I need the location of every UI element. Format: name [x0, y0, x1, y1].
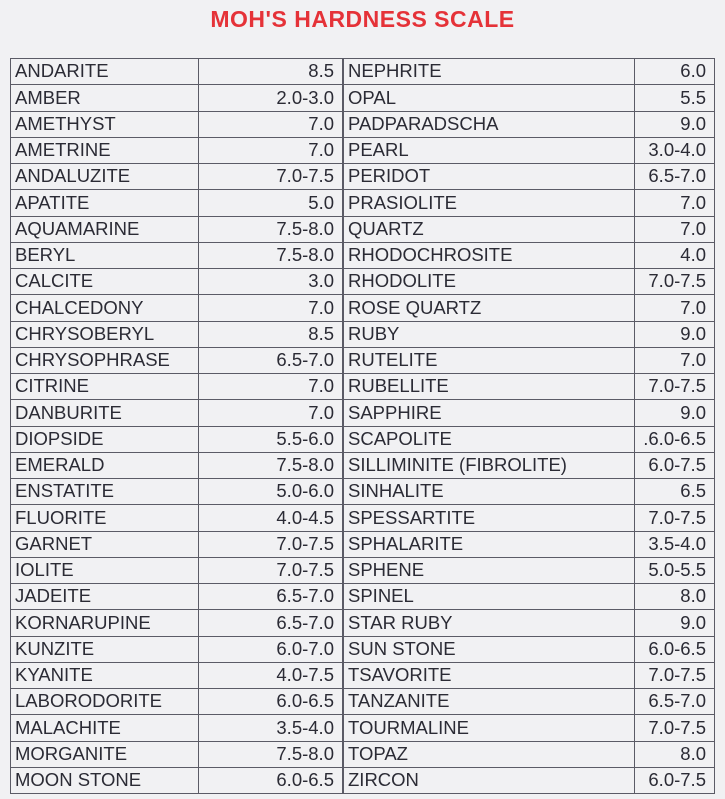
hardness-value: 7.0	[635, 347, 715, 373]
hardness-value: 6.5-7.0	[199, 610, 343, 636]
gem-name: AMETHYST	[11, 111, 199, 137]
table-row	[344, 636, 715, 662]
gem-name: SAPPHIRE	[344, 400, 635, 426]
gem-name: KYANITE	[11, 662, 199, 688]
gem-name: CHRYSOBERYL	[11, 321, 199, 347]
gem-name: JADEITE	[11, 584, 199, 610]
hardness-value: 5.5-6.0	[199, 426, 343, 452]
table-row	[11, 321, 343, 347]
table-row	[11, 452, 343, 478]
table-row	[11, 479, 343, 505]
gem-name: TSAVORITE	[344, 662, 635, 688]
gem-name: CALCITE	[11, 269, 199, 295]
gem-name: CITRINE	[11, 374, 199, 400]
table-row	[11, 426, 343, 452]
hardness-value: 7.0-7.5	[635, 374, 715, 400]
hardness-value: 9.0	[635, 111, 715, 137]
gem-name: LABORODORITE	[11, 689, 199, 715]
table-row	[344, 400, 715, 426]
hardness-value: 6.0-7.0	[199, 636, 343, 662]
table-row	[11, 689, 343, 715]
page-title: MOH'S HARDNESS SCALE	[210, 6, 515, 32]
hardness-value: 7.0-7.5	[635, 505, 715, 531]
table-row	[11, 85, 343, 111]
gem-name: RUTELITE	[344, 347, 635, 373]
hardness-value: 6.0-6.5	[199, 767, 343, 793]
hardness-value: 8.5	[199, 59, 343, 85]
table-row	[344, 164, 715, 190]
hardness-value: 5.5	[635, 85, 715, 111]
gem-name: AMETRINE	[11, 137, 199, 163]
table-row	[344, 531, 715, 557]
hardness-value: 4.0-4.5	[199, 505, 343, 531]
table-row	[11, 374, 343, 400]
gem-name: TOPAZ	[344, 741, 635, 767]
table-row	[11, 59, 343, 85]
table-row	[11, 610, 343, 636]
hardness-value: 8.0	[635, 741, 715, 767]
hardness-value: 6.0-6.5	[635, 636, 715, 662]
hardness-value: 7.0	[199, 137, 343, 163]
gem-name: TOURMALINE	[344, 715, 635, 741]
hardness-table	[10, 58, 713, 794]
hardness-value: 3.0-4.0	[635, 137, 715, 163]
table-row	[11, 269, 343, 295]
hardness-value: 7.5-8.0	[199, 216, 343, 242]
hardness-value: 8.5	[199, 321, 343, 347]
gem-name: ROSE QUARTZ	[344, 295, 635, 321]
hardness-value: 9.0	[635, 610, 715, 636]
gem-name: PERIDOT	[344, 164, 635, 190]
gem-name: SUN STONE	[344, 636, 635, 662]
gem-name: CHRYSOPHRASE	[11, 347, 199, 373]
gem-name: SILLIMINITE (FIBROLITE)	[344, 452, 635, 478]
hardness-value: 7.0	[199, 400, 343, 426]
table-row	[11, 216, 343, 242]
table-row	[11, 584, 343, 610]
table-row	[11, 636, 343, 662]
gem-name: SPHENE	[344, 557, 635, 583]
table-row	[344, 689, 715, 715]
hardness-value: 7.0-7.5	[199, 557, 343, 583]
table-row	[344, 59, 715, 85]
table-row	[344, 216, 715, 242]
gem-name: CHALCEDONY	[11, 295, 199, 321]
hardness-value: 3.0	[199, 269, 343, 295]
gem-name: ZIRCON	[344, 767, 635, 793]
table-row	[344, 85, 715, 111]
hardness-value: 5.0	[199, 190, 343, 216]
gem-name: DANBURITE	[11, 400, 199, 426]
gem-name: ANDARITE	[11, 59, 199, 85]
table-row	[344, 347, 715, 373]
table-row	[344, 374, 715, 400]
table-row	[344, 426, 715, 452]
hardness-value: .6.0-6.5	[635, 426, 715, 452]
hardness-value: 7.0	[635, 216, 715, 242]
hardness-value: 6.0-7.5	[635, 767, 715, 793]
gem-name: ENSTATITE	[11, 479, 199, 505]
gem-name: GARNET	[11, 531, 199, 557]
table-row	[344, 479, 715, 505]
hardness-value: 9.0	[635, 400, 715, 426]
hardness-value: 6.5-7.0	[199, 347, 343, 373]
hardness-value: 7.5-8.0	[199, 452, 343, 478]
table-row	[344, 321, 715, 347]
gem-name: KUNZITE	[11, 636, 199, 662]
hardness-value: 6.5	[635, 479, 715, 505]
table-row	[344, 584, 715, 610]
hardness-value: 5.0-5.5	[635, 557, 715, 583]
table-row	[11, 505, 343, 531]
gem-name: ANDALUZITE	[11, 164, 199, 190]
table-row	[344, 111, 715, 137]
table-row	[11, 347, 343, 373]
table-row	[11, 741, 343, 767]
table-row	[344, 452, 715, 478]
hardness-value: 7.0	[199, 295, 343, 321]
hardness-value: 6.0-6.5	[199, 689, 343, 715]
right-gem-table	[343, 58, 715, 794]
gem-name: MALACHITE	[11, 715, 199, 741]
table-row	[11, 111, 343, 137]
gem-name: IOLITE	[11, 557, 199, 583]
gem-name: TANZANITE	[344, 689, 635, 715]
gem-name: PRASIOLITE	[344, 190, 635, 216]
table-row	[11, 662, 343, 688]
hardness-value: 7.0	[199, 374, 343, 400]
hardness-value: 7.0-7.5	[199, 164, 343, 190]
gem-name: OPAL	[344, 85, 635, 111]
hardness-value: 5.0-6.0	[199, 479, 343, 505]
hardness-value: 7.5-8.0	[199, 242, 343, 268]
gem-name: AMBER	[11, 85, 199, 111]
table-row	[11, 531, 343, 557]
hardness-value: 7.5-8.0	[199, 741, 343, 767]
hardness-value: 4.0	[635, 242, 715, 268]
gem-name: DIOPSIDE	[11, 426, 199, 452]
gem-name: PADPARADSCHA	[344, 111, 635, 137]
gem-name: RHODOCHROSITE	[344, 242, 635, 268]
hardness-value: 3.5-4.0	[199, 715, 343, 741]
table-row	[344, 610, 715, 636]
gem-name: APATITE	[11, 190, 199, 216]
table-row	[344, 767, 715, 793]
table-row	[11, 137, 343, 163]
table-row	[344, 505, 715, 531]
gem-name: FLUORITE	[11, 505, 199, 531]
table-row	[11, 164, 343, 190]
hardness-value: 6.5-7.0	[635, 689, 715, 715]
table-row	[11, 557, 343, 583]
gem-name: RHODOLITE	[344, 269, 635, 295]
gem-name: RUBY	[344, 321, 635, 347]
gem-name: SPINEL	[344, 584, 635, 610]
hardness-value: 7.0-7.5	[635, 715, 715, 741]
hardness-value: 7.0	[199, 111, 343, 137]
hardness-value: 6.0-7.5	[635, 452, 715, 478]
table-row	[11, 767, 343, 793]
gem-name: SINHALITE	[344, 479, 635, 505]
gem-name: RUBELLITE	[344, 374, 635, 400]
gem-name: SPESSARTITE	[344, 505, 635, 531]
hardness-value: 6.0	[635, 59, 715, 85]
gem-name: EMERALD	[11, 452, 199, 478]
table-row	[11, 715, 343, 741]
gem-name: SCAPOLITE	[344, 426, 635, 452]
hardness-value: 7.0-7.5	[635, 269, 715, 295]
hardness-value: 4.0-7.5	[199, 662, 343, 688]
table-row	[11, 295, 343, 321]
table-row	[344, 557, 715, 583]
gem-name: NEPHRITE	[344, 59, 635, 85]
table-row	[344, 715, 715, 741]
hardness-value: 7.0-7.5	[199, 531, 343, 557]
table-row	[344, 269, 715, 295]
hardness-value: 7.0	[635, 295, 715, 321]
hardness-value: 6.5-7.0	[635, 164, 715, 190]
hardness-value: 9.0	[635, 321, 715, 347]
table-row	[344, 242, 715, 268]
hardness-value: 2.0-3.0	[199, 85, 343, 111]
table-row	[11, 190, 343, 216]
table-row	[344, 741, 715, 767]
table-row	[344, 662, 715, 688]
gem-name: MOON STONE	[11, 767, 199, 793]
hardness-value: 8.0	[635, 584, 715, 610]
gem-name: MORGANITE	[11, 741, 199, 767]
hardness-value: 7.0	[635, 190, 715, 216]
table-row	[344, 137, 715, 163]
gem-name: AQUAMARINE	[11, 216, 199, 242]
gem-name: SPHALARITE	[344, 531, 635, 557]
gem-name: PEARL	[344, 137, 635, 163]
hardness-value: 6.5-7.0	[199, 584, 343, 610]
table-row	[344, 190, 715, 216]
hardness-value: 3.5-4.0	[635, 531, 715, 557]
gem-name: STAR RUBY	[344, 610, 635, 636]
table-row	[11, 242, 343, 268]
hardness-value: 7.0-7.5	[635, 662, 715, 688]
table-row	[11, 400, 343, 426]
left-gem-table	[10, 58, 343, 794]
gem-name: KORNARUPINE	[11, 610, 199, 636]
gem-name: BERYL	[11, 242, 199, 268]
gem-name: QUARTZ	[344, 216, 635, 242]
table-row	[344, 295, 715, 321]
